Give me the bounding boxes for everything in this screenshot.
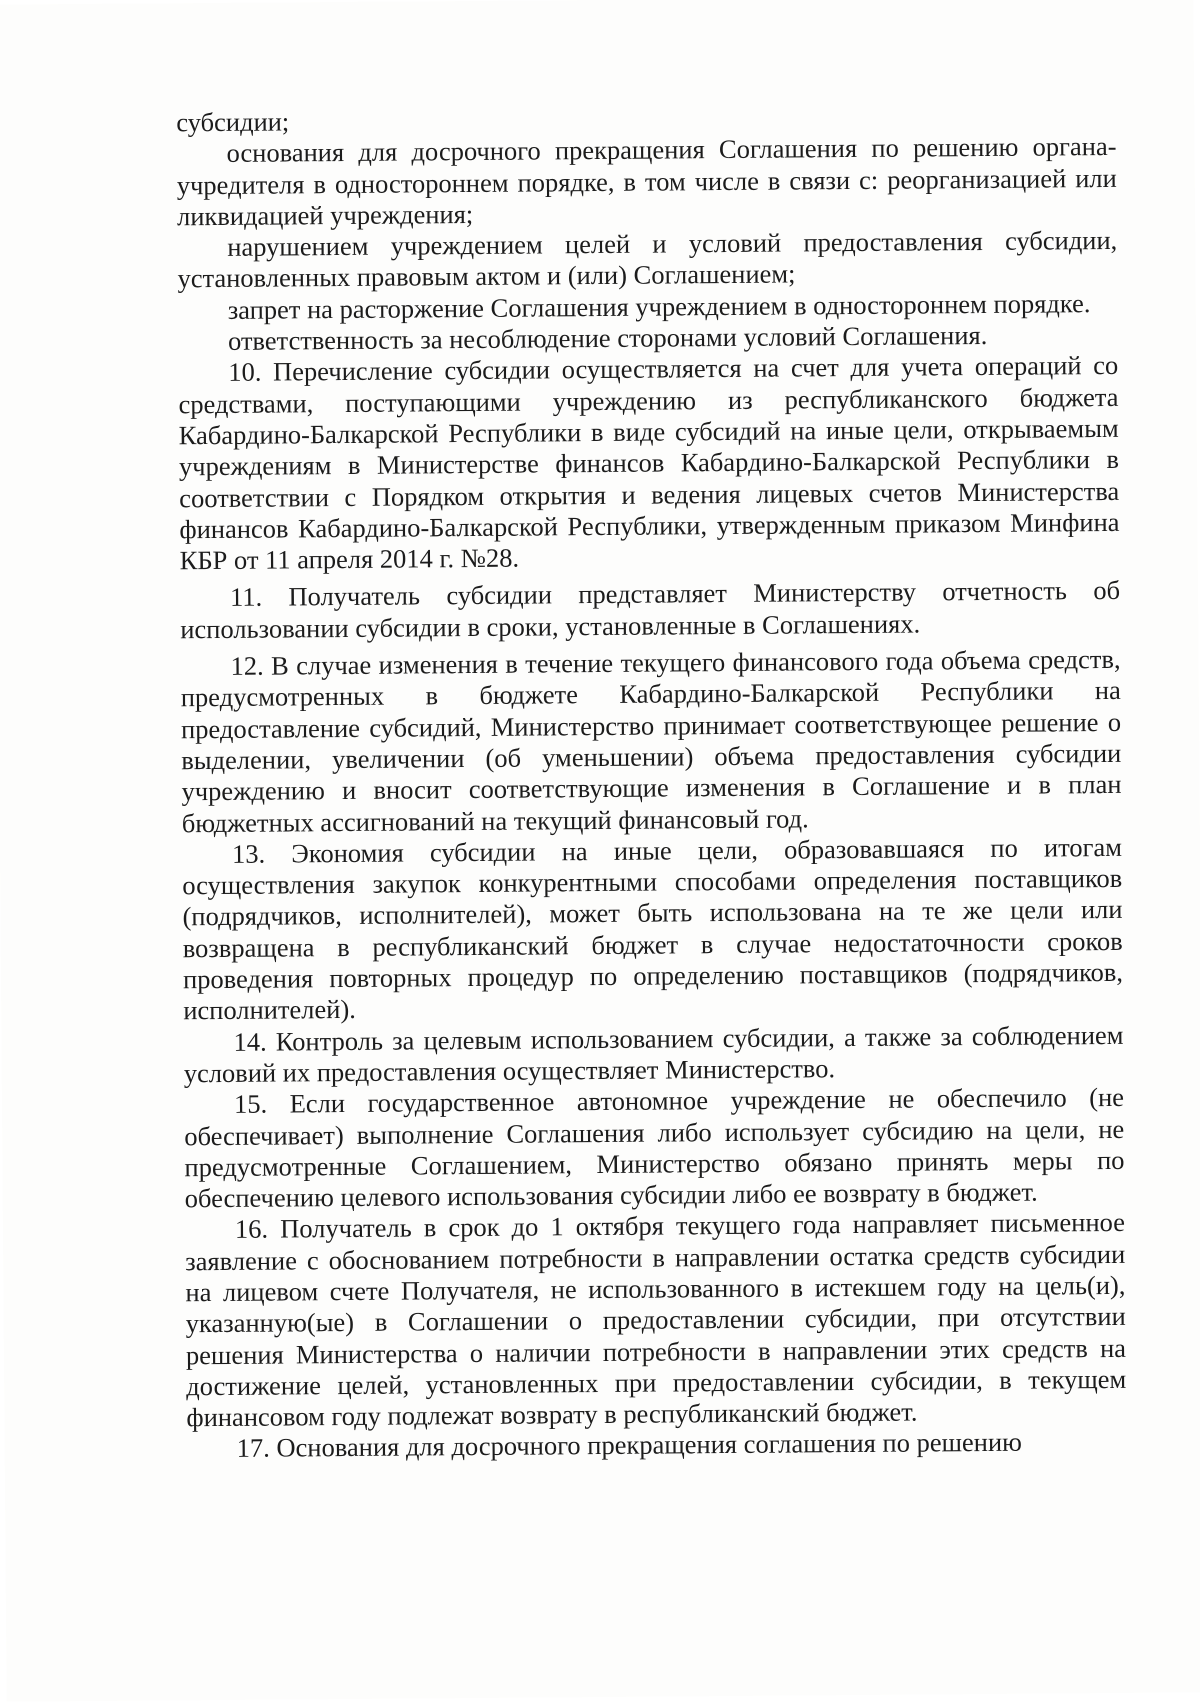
paragraph-termination-grounds: основания для досрочного прекращения Соглашения по решению органа-учредителя в одностороннем порядке, в том числе в связи с: реорганизацией или ликвидацией учреждения; [176,131,1117,232]
paragraph-item-15: 15. Если государственное автономное учреждение не обеспечило (не обеспечивает) выполнение Соглашения либо использует субсидию на цели, не предусмотренные Соглашением, Министерство обязано принять меры по обеспечению целевого использования субсидии либо ее возврату в бюджет. [184,1082,1125,1214]
paragraph-item-10: 10. Перечисление субсидии осуществляется на счет для учета операций со средствами, поступающими учреждению из республиканского бюджета Кабардино-Балкарской Республики в виде субсидий на иные цели, открываемым учреждениям в Министерстве финансов Кабардино-Балкарской Республики в соответствии с Порядком открытия и ведения лицевых счетов Министерства финансов Кабардино-Балкарской Республики, утвержденным приказом Минфина КБР от 11 апреля 2014 г. №28. [178,350,1120,576]
paragraph-responsibility: ответственность за несоблюдение сторонами условий Соглашения. [227,320,988,356]
paragraph-item-16: 16. Получатель в срок до 1 октября текущего года направляет письменное заявление с обоснованием потребности в направлении остатка средств субсидии на лицевом счете Получателя, не использованного в истекшем году на цель(и), указанную(ые) в Соглашении о предоставлении субсидии, при отсутствии решения Министерства о наличии потребности в направлении этих средств на достижение целей, установленных при предоставлении субсидии, в текущем финансовом году подлежат возврату в республиканский бюджет. [185,1207,1127,1433]
document-body [176,100,1127,1465]
paragraph-item-11: 11. Получатель субсидии представляет Министерству отчетность об использовании субсидии в сроки, установленные в Соглашениях. [180,575,1121,645]
paragraph-violation: нарушением учреждением целей и условий предоставления субсидии, установленных правовым актом и (или) Соглашением; [177,225,1118,294]
paragraph-termination-ban: запрет на расторжение Соглашения учреждением в одностороннем порядке. [227,287,1091,325]
paragraph-item-17: 17. Основания для досрочного прекращения соглашения по решению [236,1427,1023,1464]
paragraph-item-12: 12. В случае изменения в течение текущего финансового года объема средств, предусмотренных в бюджете Кабардино-Балкарской Республики на предоставление субсидий, Министерство принимает соответствующее решение о выделении, увеличении (об уменьшении) объема предоставления субсидии учреждению и вносит соответствующие изменения в Соглашение и в план бюджетных ассигнований на текущий финансовый год. [180,643,1122,838]
paragraph-item-14: 14. Контроль за целевым использованием субсидии, а также за соблюдением условий их предоставления осуществляет Министерство. [183,1019,1124,1089]
paragraph-subsidy-end: субсидии; [176,106,290,138]
paragraph-item-13: 13. Экономия субсидии на иные цели, образовавшаяся по итогам осуществления закупок конкурентными способами определения поставщиков (подрядчиков, исполнителей), может быть использована на те же цели или возвращена в республиканский бюджет в случае недостаточности сроков проведения повторных процедур по определению поставщиков (подрядчиков, исполнителей). [182,831,1124,1026]
